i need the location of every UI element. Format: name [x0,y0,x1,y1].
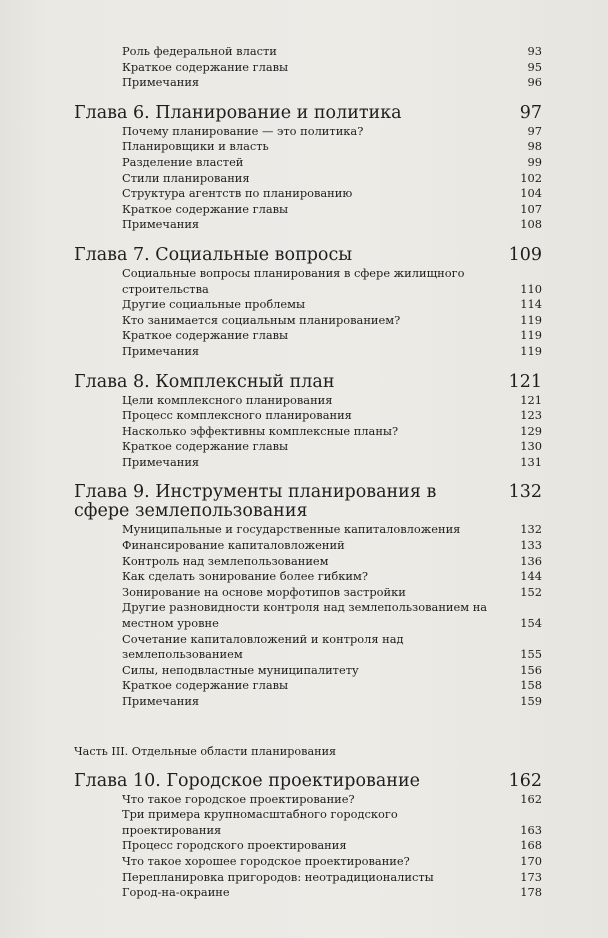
toc-entry [74,60,542,76]
toc-entry-page: 163 [520,822,542,837]
toc-entry-title: Краткое содержание главы [122,678,289,693]
toc-entry-page: 144 [520,569,542,584]
toc-entry [74,124,542,140]
toc-entry [74,694,542,710]
toc-entry [74,600,542,631]
toc-entry-page: 93 [527,44,542,58]
toc-entry-title: Насколько эффективны комплексные планы? [122,423,399,438]
toc-entry-page: 170 [520,853,542,868]
chapter-page: 97 [519,102,542,123]
toc-entry-title: Социальные вопросы планирования в сфере жилищного строительства [122,265,465,296]
toc-entry-title: Роль федеральной власти [122,44,277,58]
toc-entry [74,266,542,297]
toc-entry-page: 102 [520,170,542,185]
toc-entry-title: Финансирование капиталовложений [122,538,345,553]
toc-entry-title: Краткое содержание главы [122,59,289,74]
part-title: Часть III. Отдельные области планирования [74,744,337,758]
toc-entry [74,202,542,218]
chapter-heading [74,772,542,791]
toc-entry [74,585,542,601]
toc-entry-page: 108 [520,217,542,232]
toc-entry-page: 133 [520,538,542,553]
toc-entry-title: Процесс городского проектирования [122,838,347,853]
chapter-page: 121 [508,371,542,392]
toc-entry-title: Почему планирование — это политика? [122,123,364,138]
toc-entry [74,455,542,471]
toc-entry-title: Планировщики и власть [122,139,269,154]
toc-entry [74,792,542,808]
toc-entry-title: Цели комплексного планирования [122,392,333,407]
toc-entry-page: 110 [520,281,542,296]
toc-entry [74,155,542,171]
toc-entry-page: 178 [520,885,542,900]
toc-entry-page: 156 [520,662,542,677]
toc-entry-page: 119 [520,328,542,343]
toc-entry-title: Что такое городское проектирование? [122,791,355,806]
toc-entry-title: Краткое содержание главы [122,328,289,343]
toc-entry-title: Разделение властей [122,154,244,169]
toc-entry-title: Стили планирования [122,170,250,185]
toc-entry [74,44,542,60]
toc-entry [74,313,542,329]
toc-entry-page: 121 [520,392,542,407]
toc-entry-page: 119 [520,343,542,358]
toc-entry-page: 131 [520,454,542,469]
chapter-title: Глава 9. Инструменты планирования в сфере землепользования [74,482,437,522]
toc-entry-page: 99 [527,154,542,169]
toc-entry-page: 104 [520,186,542,201]
chapter-title: Глава 6. Планирование и политика [74,102,402,123]
toc-entry [74,75,542,91]
toc-entry [74,632,542,663]
toc-entry-page: 132 [520,522,542,537]
toc-entry-title: Другие социальные проблемы [122,297,306,312]
toc-entry-page: 136 [520,553,542,568]
chapter-title: Глава 7. Социальные вопросы [74,244,353,265]
toc-entry-title: Перепланировка пригородов: неотрадиционалисты [122,869,434,884]
toc-entry [74,854,542,870]
toc-entry-title: Зонирование на основе морфотипов застройки [122,584,406,599]
chapter-page: 109 [508,244,542,265]
toc-entry-title: Примечания [122,343,200,358]
toc-entry-page: 168 [520,838,542,853]
toc-entry-title: Процесс комплексного планирования [122,408,352,423]
toc-entry-page: 130 [520,439,542,454]
toc-entry-page: 159 [520,694,542,708]
toc-entry-title: Краткое содержание главы [122,201,289,216]
toc-entry [74,678,542,694]
toc-entry [74,408,542,424]
toc-entry [74,439,542,455]
toc-entry [74,328,542,344]
toc-entry [74,297,542,313]
toc-entry [74,885,542,901]
toc-entry-page: 107 [520,201,542,216]
toc-entry-page: 152 [520,584,542,599]
toc-entry [74,663,542,679]
toc-entry [74,522,542,538]
toc-entry [74,393,542,409]
toc-entry-title: Примечания [122,217,200,232]
toc-entry-page: 162 [520,791,542,806]
toc-entry-title: Кто занимается социальным планированием? [122,312,401,327]
toc-entry-page: 155 [520,647,542,662]
toc-entry [74,217,542,233]
toc-entry-page: 95 [527,59,542,74]
chapter-page: 162 [508,770,542,791]
chapter-title: Глава 8. Комплексный план [74,371,335,392]
toc-entry-page: 129 [520,423,542,438]
toc-entry [74,538,542,554]
chapter-page: 132 [508,482,542,503]
toc-entry-page: 97 [527,123,542,138]
toc-entry-title: Город-на-окраине [122,885,230,900]
toc-entry [74,807,542,838]
toc-entry-title: Примечания [122,454,200,469]
chapter-title: Глава 10. Городское проектирование [74,770,420,791]
toc-entry-page: 123 [520,408,542,423]
toc-entry [74,139,542,155]
toc-entry-page: 173 [520,869,542,884]
toc-entry-title: Краткое содержание главы [122,439,289,454]
table-of-contents [74,44,542,901]
toc-entry-title: Сочетание капиталовложений и контроля над землепользованием [122,631,404,662]
toc-entry-title: Силы, неподвластные муниципалитету [122,662,359,677]
toc-entry-title: Другие разновидности контроля над землепользованием на местном уровне [122,600,488,631]
chapter-heading [74,373,542,392]
toc-entry-title: Что такое хорошее городское проектирование? [122,853,410,868]
toc-entry-page: 119 [520,312,542,327]
toc-entry-title: Примечания [122,694,200,708]
toc-entry-title: Муниципальные и государственные капиталовложения [122,522,461,537]
toc-entry-page: 158 [520,678,542,693]
toc-entry [74,569,542,585]
toc-entry-title: Структура агентств по планированию [122,186,353,201]
toc-entry [74,554,542,570]
part-heading [74,744,542,759]
toc-entry [74,838,542,854]
toc-entry [74,186,542,202]
toc-entry-title: Примечания [122,75,200,90]
chapter-heading [74,246,542,265]
toc-entry [74,171,542,187]
toc-entry [74,424,542,440]
toc-entry-page: 154 [520,616,542,631]
toc-entry-title: Как сделать зонирование более гибким? [122,569,368,584]
toc-entry-page: 98 [527,139,542,154]
toc-entry [74,870,542,886]
toc-entry-title: Три примера крупномасштабного городского проектирования [122,807,398,837]
toc-entry-title: Контроль над землепользованием [122,553,329,568]
toc-entry-page: 114 [520,297,542,312]
toc-entry-page: 96 [527,75,542,90]
toc-entry [74,344,542,360]
chapter-heading [74,104,542,123]
chapter-heading [74,483,542,521]
